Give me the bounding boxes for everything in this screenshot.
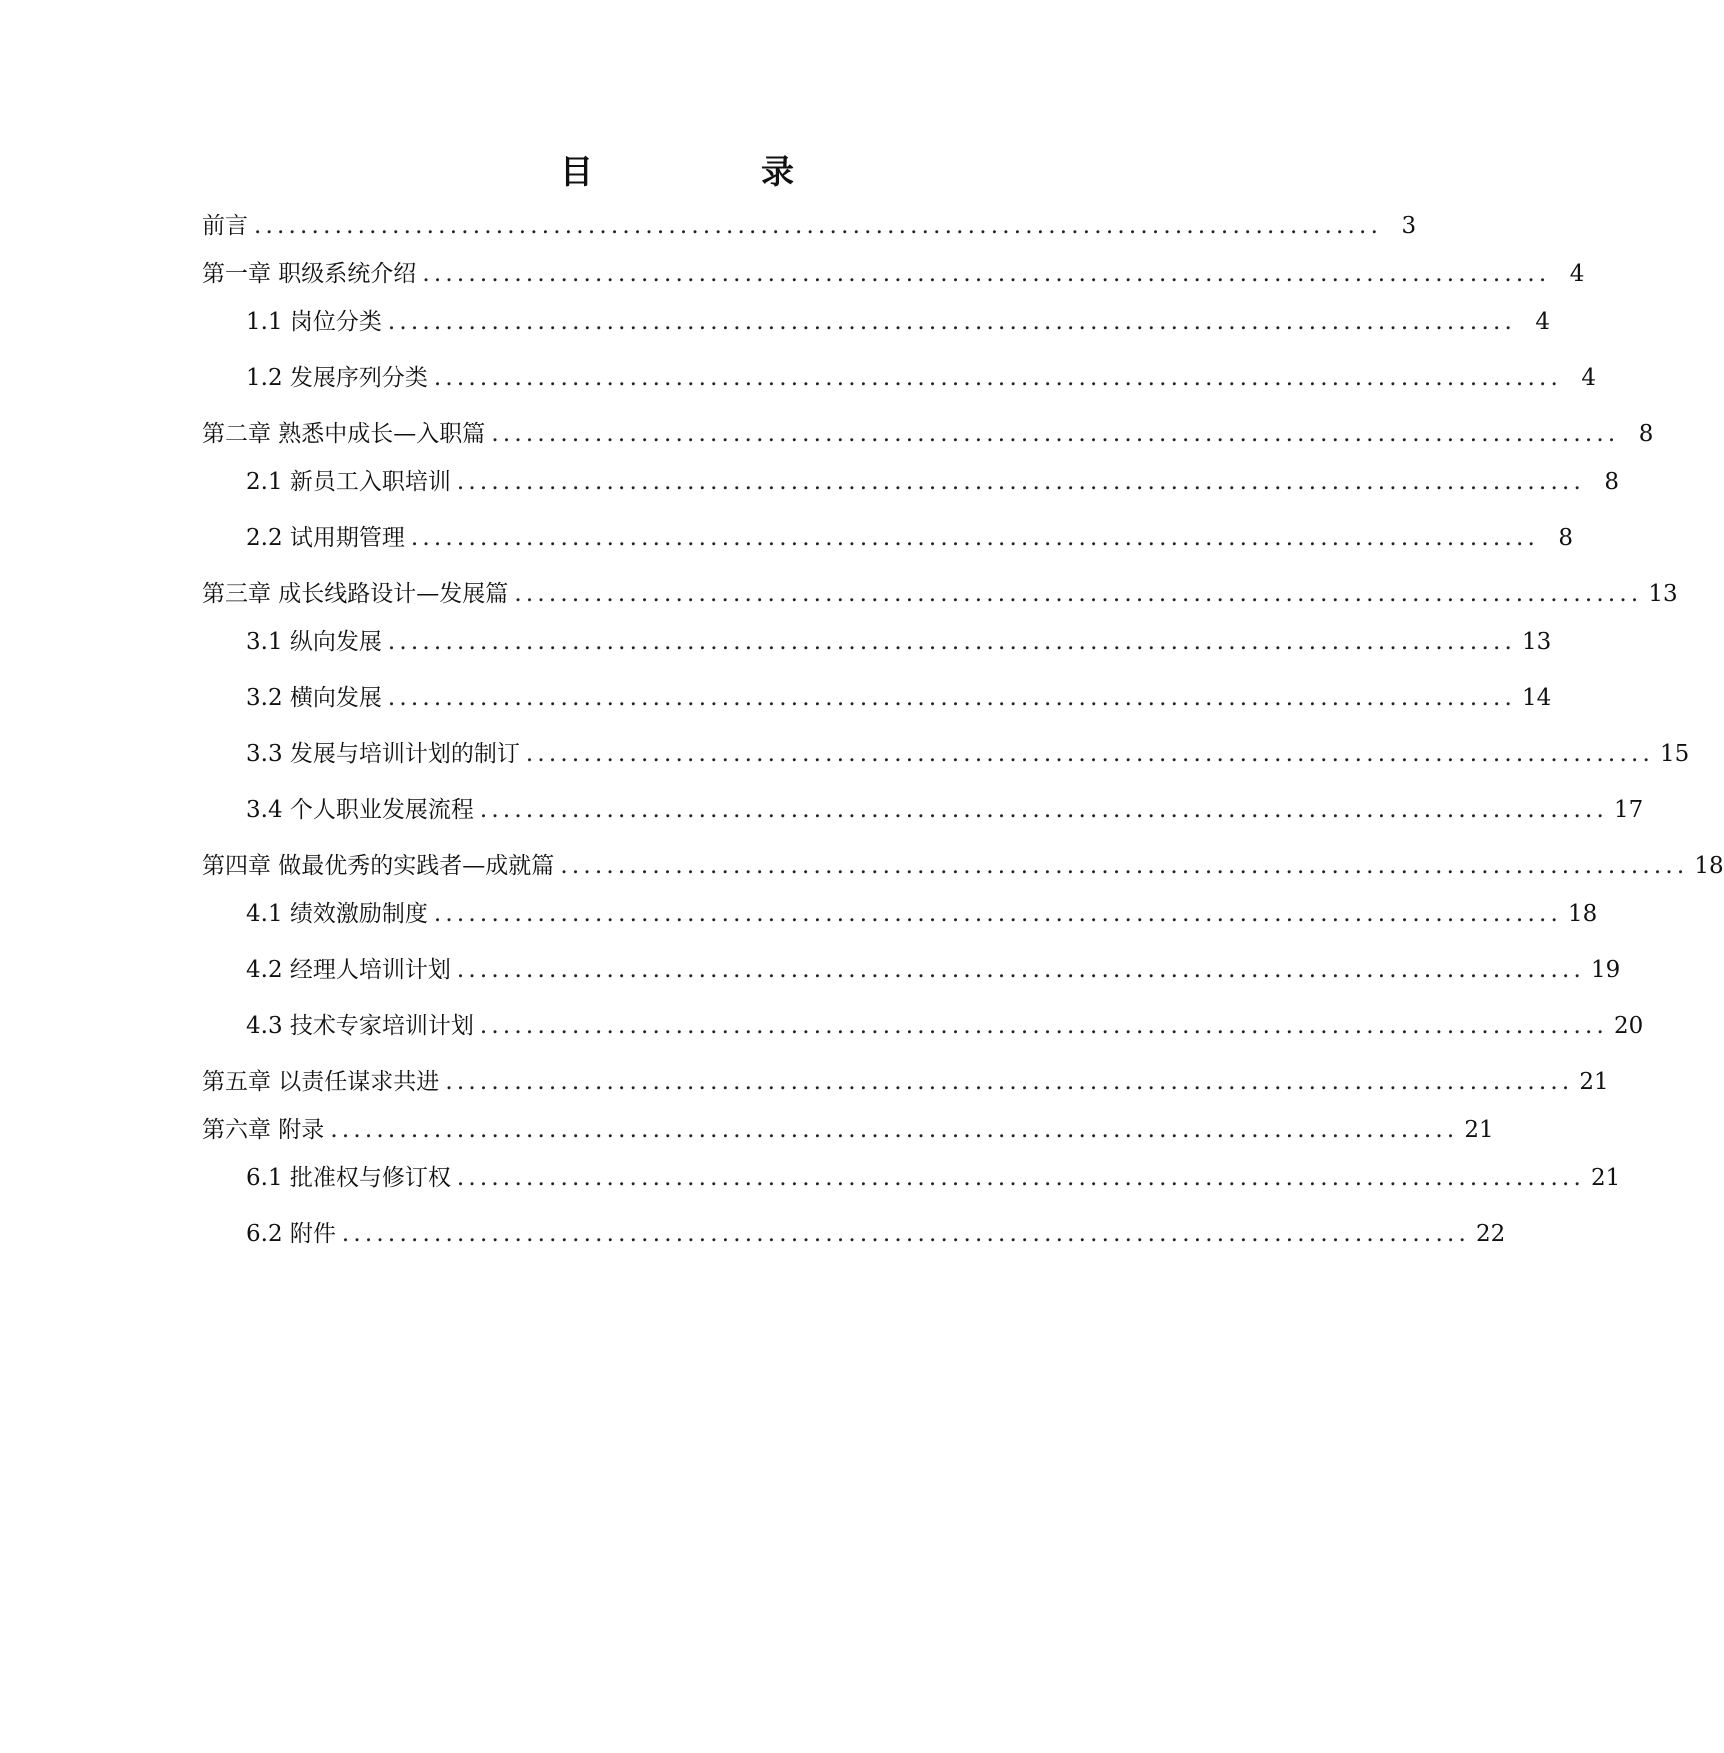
dot-leader: .................................................................................................. — [560, 853, 1689, 879]
dot-leader: .................................................................................................. — [341, 1221, 1470, 1247]
dot-leader: .................................................................................................. — [254, 213, 1383, 239]
toc-entry-label: 第四章 做最优秀的实践者—成就篇 — [202, 853, 555, 879]
dot-leader: .................................................................................................. — [410, 525, 1539, 551]
toc-entry-page-number: 18 — [1567, 901, 1598, 927]
toc-entry-section-3-4[interactable] — [246, 794, 1644, 826]
toc-entry-label: 前言 — [202, 213, 248, 239]
toc-entry-page-number: 8 — [1604, 469, 1619, 495]
toc-entry-label: 3.4 个人职业发展流程 — [246, 797, 474, 823]
dot-leader: .................................................................................................. — [387, 629, 1516, 655]
toc-entry-label: 第六章 附录 — [202, 1117, 325, 1143]
dot-leader: .................................................................................................. — [491, 421, 1620, 447]
toc-entry-page-number: 8 — [1638, 421, 1654, 447]
toc-entry-label: 4.1 绩效激励制度 — [246, 901, 428, 927]
dot-leader: .................................................................................................. — [456, 957, 1585, 983]
toc-entry-label: 3.3 发展与培训计划的制订 — [246, 741, 520, 767]
toc-entry-page-number: 8 — [1558, 525, 1573, 551]
toc-entry-page-number: 17 — [1613, 797, 1644, 823]
toc-entry-section-1-1[interactable] — [246, 306, 1550, 338]
toc-entry-page-number: 3 — [1401, 213, 1417, 239]
dot-leader: .................................................................................................. — [456, 469, 1585, 495]
toc-entry-page-number: 19 — [1590, 957, 1621, 983]
toc-entry-page-number: 18 — [1694, 853, 1724, 879]
toc-entry-label: 第二章 熟悉中成长—入职篇 — [202, 421, 486, 447]
toc-entry-chapter-6[interactable] — [202, 1114, 1494, 1146]
toc-entry-chapter-4[interactable] — [202, 850, 1724, 882]
toc-entry-page-number: 13 — [1648, 581, 1678, 607]
dot-leader: .................................................................................................. — [330, 1117, 1459, 1143]
page-title-char-1: 目 — [560, 152, 593, 191]
toc-entry-section-4-3[interactable] — [246, 1010, 1644, 1042]
toc-entry-label: 1.2 发展序列分类 — [246, 365, 428, 391]
dot-leader: .................................................................................................. — [445, 1069, 1574, 1095]
dot-leader: .................................................................................................. — [387, 309, 1516, 335]
toc-entry-label: 第一章 职级系统介绍 — [202, 261, 417, 287]
page-title-char-2: 录 — [761, 152, 794, 191]
toc-entry-page-number: 22 — [1475, 1221, 1506, 1247]
toc-entry-page-number: 20 — [1613, 1013, 1644, 1039]
toc-entry-section-6-2[interactable] — [246, 1218, 1506, 1250]
toc-entry-section-4-1[interactable] — [246, 898, 1598, 930]
toc-entry-preface[interactable] — [202, 210, 1417, 242]
toc-entry-page-number: 14 — [1521, 685, 1552, 711]
dot-leader: .................................................................................................. — [525, 741, 1654, 767]
toc-entry-page-number: 13 — [1521, 629, 1552, 655]
toc-entry-label: 2.1 新员工入职培训 — [246, 469, 451, 495]
toc-entry-page-number: 4 — [1581, 365, 1596, 391]
dot-leader: .................................................................................................. — [514, 581, 1643, 607]
toc-entry-page-number: 4 — [1569, 261, 1585, 287]
toc-entry-label: 3.1 纵向发展 — [246, 629, 382, 655]
toc-entry-label: 第五章 以责任谋求共进 — [202, 1069, 440, 1095]
dot-leader: .................................................................................................. — [387, 685, 1516, 711]
toc-entry-page-number: 4 — [1535, 309, 1550, 335]
toc-entry-section-2-1[interactable] — [246, 466, 1619, 498]
dot-leader: .................................................................................................. — [479, 797, 1608, 823]
dot-leader: .................................................................................................. — [433, 365, 1562, 391]
toc-entry-label: 4.3 技术专家培训计划 — [246, 1013, 474, 1039]
toc-entry-chapter-2[interactable] — [202, 418, 1654, 450]
toc-entry-page-number: 21 — [1590, 1165, 1621, 1191]
toc-entry-section-6-1[interactable] — [246, 1162, 1621, 1194]
page-title — [0, 152, 1354, 192]
toc-entry-label: 3.2 横向发展 — [246, 685, 382, 711]
toc-entry-chapter-1[interactable] — [202, 258, 1585, 290]
toc-entry-page-number: 15 — [1659, 741, 1690, 767]
dot-leader: .................................................................................................. — [479, 1013, 1608, 1039]
toc-entry-section-1-2[interactable] — [246, 362, 1596, 394]
toc-entry-chapter-3[interactable] — [202, 578, 1678, 610]
toc-entry-section-3-1[interactable] — [246, 626, 1552, 658]
dot-leader: .................................................................................................. — [433, 901, 1562, 927]
toc-entry-section-3-3[interactable] — [246, 738, 1690, 770]
toc-entry-page-number: 21 — [1464, 1117, 1494, 1143]
toc-entry-page-number: 21 — [1579, 1069, 1609, 1095]
toc-entry-section-4-2[interactable] — [246, 954, 1621, 986]
toc-entry-label: 4.2 经理人培训计划 — [246, 957, 451, 983]
dot-leader: .................................................................................................. — [422, 261, 1551, 287]
toc-entry-section-2-2[interactable] — [246, 522, 1573, 554]
toc-entry-label: 6.1 批准权与修订权 — [246, 1165, 451, 1191]
dot-leader: .................................................................................................. — [456, 1165, 1585, 1191]
toc-entry-label: 6.2 附件 — [246, 1221, 336, 1247]
toc-entry-section-3-2[interactable] — [246, 682, 1552, 714]
toc-entry-label: 第三章 成长线路设计—发展篇 — [202, 581, 509, 607]
toc-entry-label: 2.2 试用期管理 — [246, 525, 405, 551]
toc-entry-label: 1.1 岗位分类 — [246, 309, 382, 335]
toc-entry-chapter-5[interactable] — [202, 1066, 1609, 1098]
